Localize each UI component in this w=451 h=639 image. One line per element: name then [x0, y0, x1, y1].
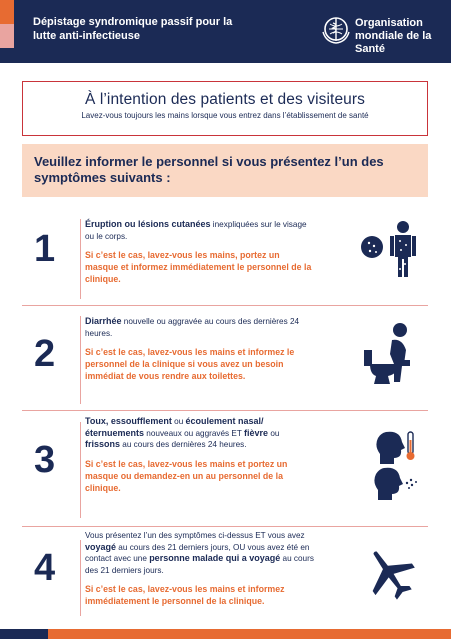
symptoms-banner — [22, 144, 428, 197]
item-body — [85, 316, 315, 382]
desc-emphasis: frissons — [85, 439, 121, 449]
desc-text: au cours des 21 derniers jours, OU vous avez été en contact avec une — [85, 542, 310, 563]
desc-text: nouvelle ou aggravée au cours des dernières 24 heures. — [85, 317, 300, 338]
item-description — [85, 530, 315, 576]
intro-heading: À l’intention des patients et des visiteurs — [84, 91, 365, 108]
desc-emphasis: Diarrhée — [85, 316, 122, 326]
desc-emphasis: fièvre — [244, 427, 269, 438]
section-separator — [22, 410, 428, 411]
section-separator — [22, 305, 428, 306]
desc-text: ou — [171, 417, 186, 426]
divider-line — [80, 219, 81, 299]
footer-stripe-orange — [48, 629, 451, 639]
document-title: Dépistage syndromique passif pour la lutte anti-infectieuse — [33, 16, 233, 42]
item-number: 1 — [34, 228, 56, 270]
symptom-item-2 — [22, 308, 428, 408]
item-action: Si c’est le cas, lavez-vous les mains et informez immédiatement le personnel de la clinique. — [85, 584, 285, 606]
accent-stripe-orange — [0, 0, 14, 24]
accent-stripe-pink — [0, 24, 14, 48]
symptom-item-3 — [22, 414, 428, 524]
desc-text: au cours des 21 derniers jours. — [85, 554, 314, 575]
divider-line — [80, 316, 81, 404]
desc-text: Vous présentez l’un des symptômes ci-dessus ET vous avez — [85, 531, 305, 540]
desc-text: nouveaux ou aggravés ET — [144, 428, 245, 438]
item-action: Si c’est le cas, lavez-vous les mains, portez un masque et informez immédiatement le personnel de la clinique. — [85, 250, 312, 284]
desc-text: inexpliquées sur le visage ou le corps. — [85, 220, 307, 241]
desc-emphasis: Éruption ou lésions cutanées — [85, 219, 211, 229]
item-body — [85, 219, 315, 285]
item-description — [85, 416, 315, 451]
item-number: 2 — [34, 333, 56, 375]
desc-emphasis: Toux, essoufflement — [85, 416, 172, 426]
desc-text: ou — [268, 428, 280, 438]
divider-line — [80, 540, 81, 616]
desc-emphasis: personne malade qui a voyagé — [149, 553, 281, 563]
desc-emphasis: écoulement nasal/éternuements — [85, 416, 264, 438]
section-separator — [22, 526, 428, 527]
desc-emphasis: voyagé — [85, 541, 117, 552]
item-body — [85, 416, 315, 494]
header-bar — [0, 0, 451, 63]
intro-subtext: Lavez-vous toujours les mains lorsque vous entrez dans l’établissement de santé — [81, 111, 369, 120]
cough-fever-icon — [372, 428, 422, 502]
item-number: 4 — [34, 547, 56, 589]
item-action: Si c’est le cas, lavez-vous les mains et informez le personnel de la clinique si vous avez un besoin immédiat de vous rendre aux toilettes. — [85, 347, 295, 381]
airplane-icon — [362, 546, 418, 602]
toilet-icon — [360, 320, 420, 386]
who-emblem-icon — [320, 14, 352, 46]
banner-text: Veuillez informer le personnel si vous présentez l’un des symptômes suivants : — [34, 154, 384, 185]
item-number: 3 — [34, 439, 56, 481]
divider-line — [80, 422, 81, 518]
footer-bar — [0, 629, 451, 639]
item-body — [85, 530, 315, 607]
organization-name: Organisation mondiale de la Santé — [355, 17, 432, 55]
symptom-item-4 — [22, 528, 428, 620]
symptom-item-1 — [22, 215, 428, 303]
intro-box — [22, 81, 428, 136]
desc-text: au cours des dernières 24 heures. — [120, 440, 247, 449]
skin-rash-icon — [352, 217, 422, 279]
item-action: Si c’est le cas, lavez-vous les mains et portez un masque ou demandez-en un au personnel de la clinique. — [85, 458, 288, 493]
footer-stripe-navy — [0, 629, 48, 639]
item-description — [85, 219, 315, 242]
item-description — [85, 316, 315, 339]
